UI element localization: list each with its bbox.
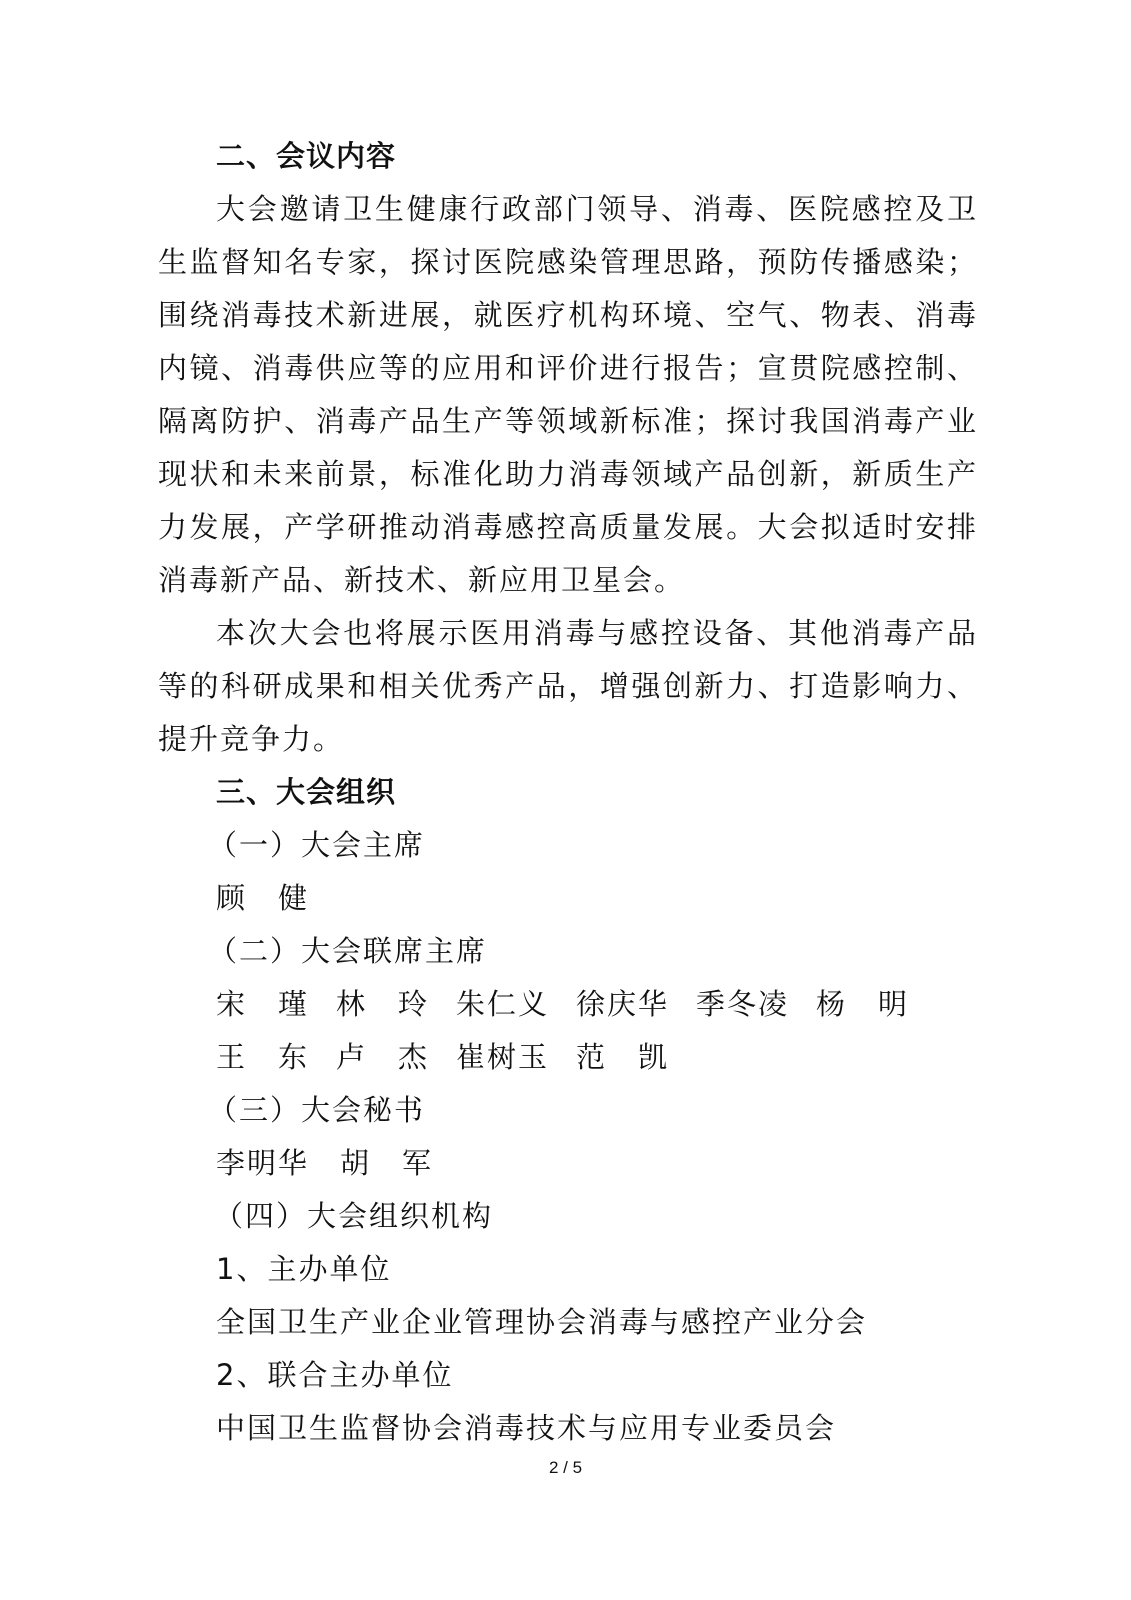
- cochair-name: 王 东: [216, 1040, 310, 1074]
- host-organization: 全国卫生产业企业管理协会消毒与感控产业分会: [216, 1305, 868, 1339]
- secretary-names: 李明华 胡 军: [216, 1146, 434, 1180]
- cochairs-row-1: [158, 978, 978, 1031]
- cochair-name: 季冬凌: [696, 987, 790, 1021]
- cochair-name: 范 凯: [576, 1040, 670, 1074]
- chair-name: 顾 健: [216, 881, 310, 915]
- page-number: 2 / 5: [548, 1458, 583, 1477]
- page-content: [158, 130, 978, 1455]
- host-label: 1、主办单位: [216, 1252, 392, 1286]
- chair-label: （一）大会主席: [208, 828, 426, 862]
- organization-label: （四）大会组织机构: [214, 1199, 494, 1233]
- cochair-name: 崔树玉: [456, 1040, 550, 1074]
- cochair-name: 林 玲: [336, 987, 430, 1021]
- cochair-name: 杨 明: [816, 987, 910, 1021]
- paragraph-exhibition: 本次大会也将展示医用消毒与感控设备、其他消毒产品等的科研成果和相关优秀产品，增强创新力、打造影响力、提升竞争力。: [158, 616, 978, 756]
- cochair-name: 徐庆华: [576, 987, 670, 1021]
- secretary-label: （三）大会秘书: [208, 1093, 426, 1127]
- cohost-label: 2、联合主办单位: [216, 1358, 454, 1392]
- cochairs-row-2: [158, 1031, 978, 1084]
- section-heading-meeting-content: 二、会议内容: [216, 139, 397, 173]
- section-heading-organization: 三、大会组织: [216, 775, 397, 809]
- cochair-label: （二）大会联席主席: [208, 934, 488, 968]
- paragraph-meeting-content: 大会邀请卫生健康行政部门领导、消毒、医院感控及卫生监督知名专家，探讨医院感染管理思路，预防传播感染；围绕消毒技术新进展，就医疗机构环境、空气、物表、消毒内镜、消毒供应等的应用和评价进行报告；宣贯院感控制、隔离防护、消毒产品生产等领域新标准；探讨我国消毒产业现状和未来前景，标准化助力消毒领域产品创新，新质生产力发展，产学研推动消毒感控高质量发展。大会拟适时安排消毒新产品、新技术、新应用卫星会。: [158, 192, 978, 597]
- cochair-name: 卢 杰: [336, 1040, 430, 1074]
- cochair-name: 朱仁义: [456, 987, 550, 1021]
- cohost-organization: 中国卫生监督协会消毒技术与应用专业委员会: [216, 1411, 837, 1445]
- cochair-name: 宋 瑾: [216, 987, 310, 1021]
